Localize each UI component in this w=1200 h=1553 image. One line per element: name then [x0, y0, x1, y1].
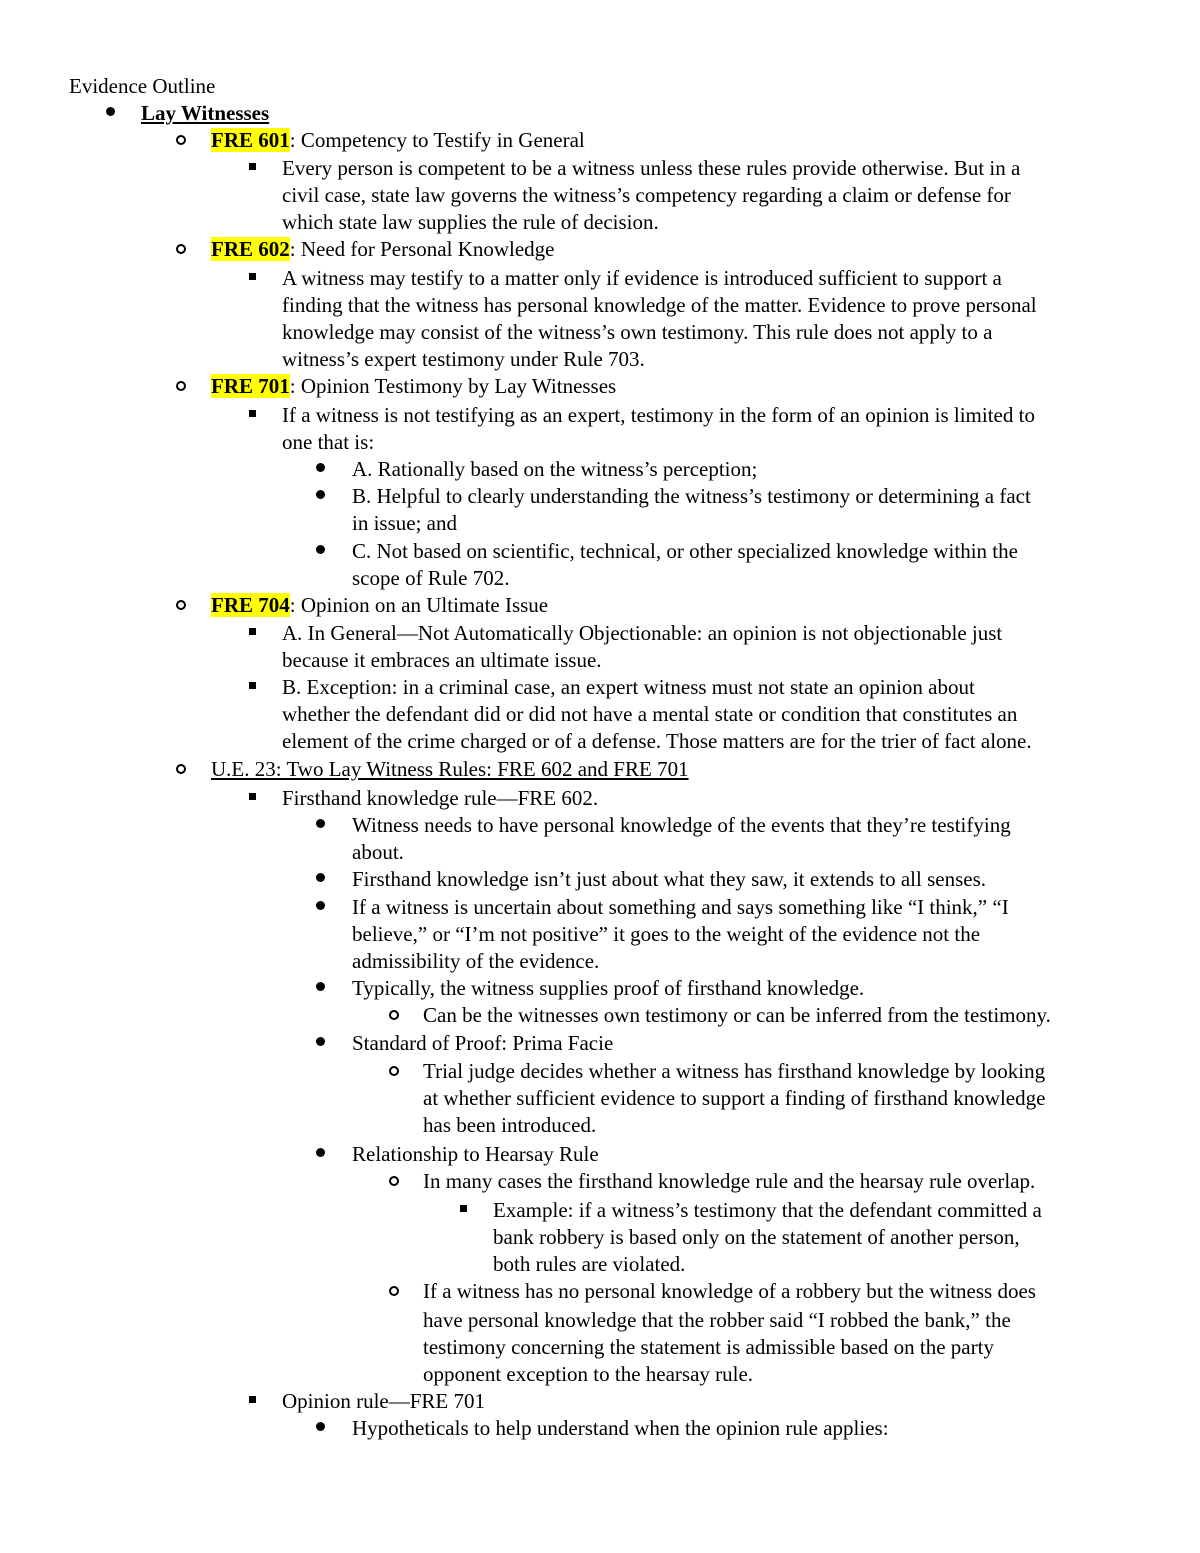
list-item-text: about. — [352, 840, 404, 864]
list-item-text: C. Not based on scientific, technical, or other specialized knowledge within the — [352, 539, 1018, 563]
list-item-text: has been introduced. — [423, 1113, 597, 1137]
list-item-text: In many cases the firsthand knowledge rule and the hearsay rule overlap. — [423, 1169, 1036, 1193]
square-bullet-icon — [249, 793, 256, 800]
circle-bullet-icon — [176, 381, 186, 391]
rule-text-line: Every person is competent to be a witness unless these rules provide otherwise. But in a — [282, 156, 1021, 180]
circle-bullet-icon — [389, 1286, 399, 1296]
list-item-text: in issue; and — [352, 511, 457, 535]
bullet-icon — [316, 1148, 325, 1157]
rule-heading-601 — [211, 127, 585, 154]
list-item-text: A. Rationally based on the witness’s perception; — [352, 457, 758, 481]
rule-heading-704 — [211, 592, 548, 619]
rule-text-line: A witness may testify to a matter only if evidence is introduced sufficient to support a — [282, 266, 1002, 290]
list-item-text: opponent exception to the hearsay rule. — [423, 1362, 754, 1386]
list-item-text: have personal knowledge that the robber said “I robbed the bank,” the — [423, 1308, 1011, 1332]
list-item-text: both rules are violated. — [493, 1252, 686, 1276]
square-bullet-icon — [249, 1396, 256, 1403]
circle-bullet-icon — [176, 244, 186, 254]
rule-text-line: whether the defendant did or did not have a mental state or condition that constitutes an — [282, 702, 1018, 726]
list-item-text: bank robbery is based only on the statement of another person, — [493, 1225, 1020, 1249]
rule-name: : Opinion on an Ultimate Issue — [289, 593, 549, 617]
square-bullet-icon — [249, 410, 256, 417]
list-item-text: If a witness has no personal knowledge of a robbery but the witness does — [423, 1279, 1036, 1303]
circle-bullet-icon — [176, 764, 186, 774]
square-bullet-icon — [249, 163, 256, 170]
list-item-text: Firsthand knowledge isn’t just about what they saw, it extends to all senses. — [352, 867, 986, 891]
list-item-text: B. Helpful to clearly understanding the witness’s testimony or determining a fact — [352, 484, 1031, 508]
rule-text-line: one that is: — [282, 430, 375, 454]
bullet-icon — [316, 463, 325, 472]
list-item-text: If a witness is uncertain about something and says something like “I think,” “I — [352, 895, 1009, 919]
rule-code: FRE 601 — [211, 128, 290, 152]
circle-bullet-icon — [176, 135, 186, 145]
list-item-text: Witness needs to have personal knowledge of the events that they’re testifying — [352, 813, 1011, 837]
circle-bullet-icon — [176, 600, 186, 610]
opinion-label: Opinion rule—FRE 701 — [282, 1389, 485, 1413]
list-item-text: admissibility of the evidence. — [352, 949, 600, 973]
rule-heading-602 — [211, 236, 555, 263]
list-item-text: Relationship to Hearsay Rule — [352, 1142, 599, 1166]
bullet-icon — [106, 107, 115, 116]
bullet-icon — [316, 873, 325, 882]
bullet-icon — [316, 545, 325, 554]
square-bullet-icon — [249, 682, 256, 689]
square-bullet-icon — [249, 628, 256, 635]
rule-text-line: B. Exception: in a criminal case, an expert witness must not state an opinion about — [282, 675, 975, 699]
rule-text-line: because it embraces an ultimate issue. — [282, 648, 602, 672]
section-heading: Lay Witnesses — [141, 101, 270, 125]
circle-bullet-icon — [389, 1176, 399, 1186]
list-item-text: Hypotheticals to help understand when the opinion rule applies: — [352, 1416, 889, 1440]
document-title: Evidence Outline — [69, 74, 216, 98]
rule-text-line: knowledge may consist of the witness’s own testimony. This rule does not apply to a — [282, 320, 993, 344]
list-item-text: testimony concerning the statement is admissible based on the party — [423, 1335, 994, 1359]
bullet-icon — [316, 901, 325, 910]
rule-text-line: A. In General—Not Automatically Objectionable: an opinion is not objectionable just — [282, 621, 1003, 645]
list-item-text: Example: if a witness’s testimony that the defendant committed a — [493, 1198, 1042, 1222]
circle-bullet-icon — [389, 1066, 399, 1076]
list-item-text: Trial judge decides whether a witness has firsthand knowledge by looking — [423, 1059, 1046, 1083]
rule-text-line: finding that the witness has personal knowledge of the matter. Evidence to prove personal — [282, 293, 1037, 317]
rule-text-line: If a witness is not testifying as an expert, testimony in the form of an opinion is limited to — [282, 403, 1035, 427]
list-item-text: at whether sufficient evidence to support a finding of firsthand knowledge — [423, 1086, 1046, 1110]
bullet-icon — [316, 819, 325, 828]
bullet-icon — [316, 1037, 325, 1046]
firsthand-label: Firsthand knowledge rule—FRE 602. — [282, 786, 599, 810]
rule-text-line: civil case, state law governs the witness’s competency regarding a claim or defense for — [282, 183, 1011, 207]
bullet-icon — [316, 982, 325, 991]
ue-heading: U.E. 23: Two Lay Witness Rules: FRE 602 and FRE 701 — [211, 757, 689, 781]
square-bullet-icon — [460, 1205, 467, 1212]
rule-text-line: element of the crime charged or of a defense. Those matters are for the trier of fact alone. — [282, 729, 1032, 753]
circle-bullet-icon — [389, 1010, 399, 1020]
rule-heading-701 — [211, 373, 616, 400]
rule-text-line: witness’s expert testimony under Rule 703. — [282, 347, 645, 371]
list-item-text: Standard of Proof: Prima Facie — [352, 1031, 614, 1055]
rule-name: : Opinion Testimony by Lay Witnesses — [289, 374, 617, 398]
rule-name: : Need for Personal Knowledge — [289, 237, 555, 261]
rule-text-line: which state law supplies the rule of decision. — [282, 210, 659, 234]
list-item-text: Can be the witnesses own testimony or can be inferred from the testimony. — [423, 1003, 1051, 1027]
list-item-text: scope of Rule 702. — [352, 566, 510, 590]
rule-code: FRE 602 — [211, 237, 290, 261]
list-item-text: believe,” or “I’m not positive” it goes to the weight of the evidence not the — [352, 922, 981, 946]
bullet-icon — [316, 1422, 325, 1431]
rule-code: FRE 704 — [211, 593, 290, 617]
square-bullet-icon — [249, 273, 256, 280]
rule-name: : Competency to Testify in General — [289, 128, 585, 152]
bullet-icon — [316, 490, 325, 499]
rule-code: FRE 701 — [211, 374, 290, 398]
list-item-text: Typically, the witness supplies proof of firsthand knowledge. — [352, 976, 865, 1000]
